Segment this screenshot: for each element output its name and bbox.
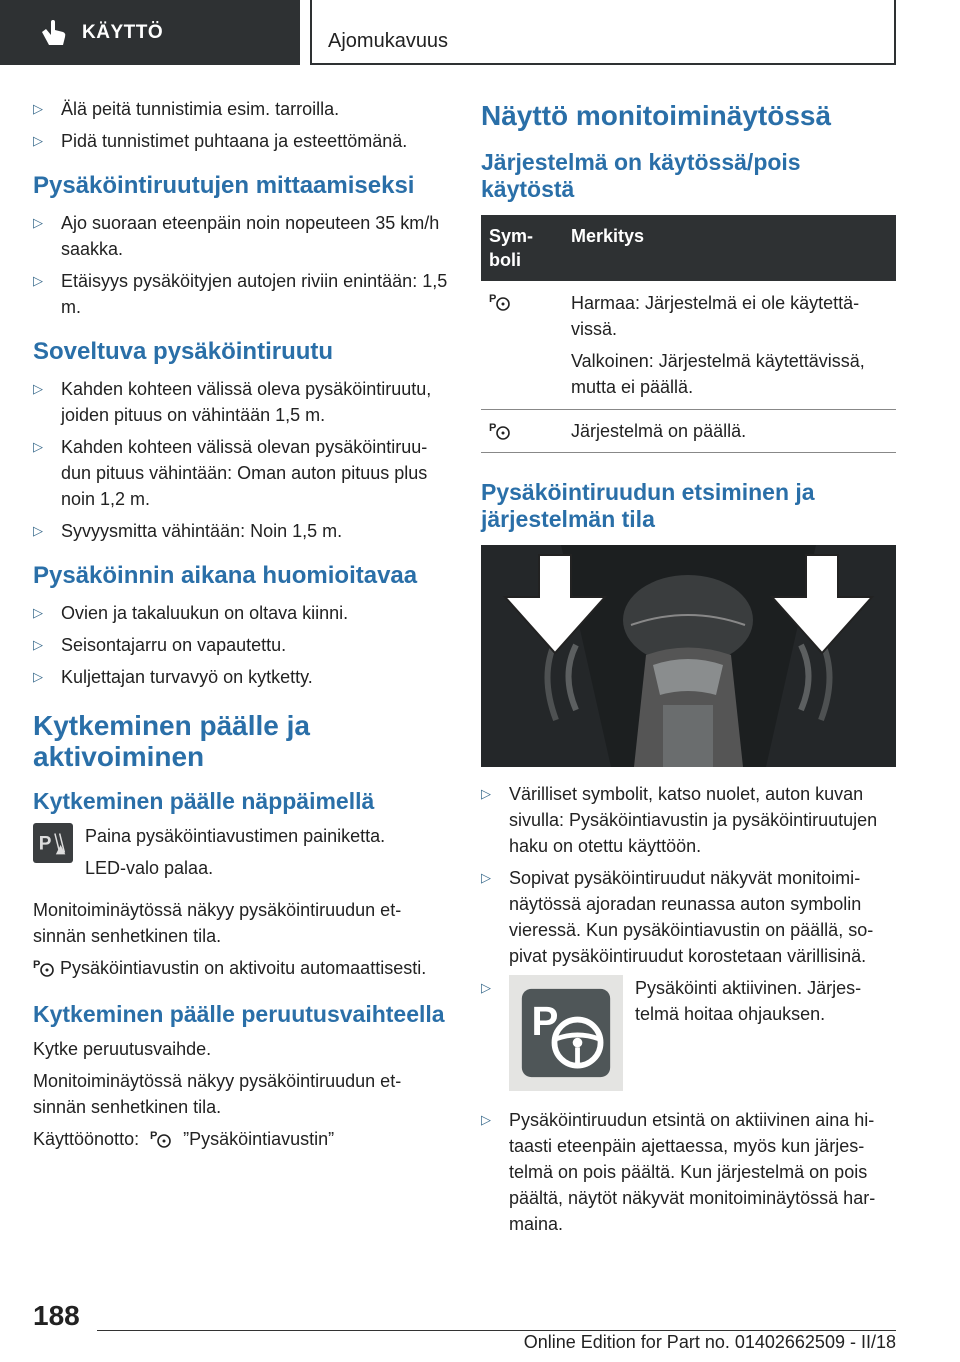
table-header-row xyxy=(481,215,896,281)
bullet-triangle-icon: ▷ xyxy=(33,381,43,396)
svg-text:P: P xyxy=(33,959,41,971)
svg-text:P: P xyxy=(531,997,559,1044)
bullet-triangle-icon: ▷ xyxy=(481,786,491,801)
heading-switch-on: Kytkeminen päälle ja aktivoiminen xyxy=(33,710,311,772)
heading-display: Näyttö monitoiminäytössä xyxy=(481,100,832,131)
parking-active-icon xyxy=(509,975,623,1091)
bullet-triangle-icon: ▷ xyxy=(33,637,43,652)
section-title: KÄYTTÖ xyxy=(82,21,164,43)
meaning-cell: Järjestelmä on päällä. xyxy=(563,410,896,453)
button-step-1: Paina pysäköintiavustimen painiketta. xyxy=(85,826,386,846)
list-item: ▷ Etäisyys pysäköityjen autojen riviin enintään: 1,5 m. xyxy=(33,268,448,320)
list-item: ▷ Syvyysmitta vähintään: Noin 1,5 m. xyxy=(33,518,448,544)
auto-activation: P Pysäköintiavustin on aktivoitu automaattisesti. xyxy=(33,958,427,978)
bullet-triangle-icon: ▷ xyxy=(481,980,491,995)
hand-icon xyxy=(38,18,68,48)
reverse-step: Kytke peruutusvaihde. xyxy=(33,1039,212,1059)
col-symbol: Symboli xyxy=(481,215,563,281)
table-row xyxy=(481,281,896,410)
meaning-white: Valkoinen: Järjestelmä käytettävissä, mutta ei päällä. xyxy=(571,351,865,397)
heading-button: Kytkeminen päälle näppäimellä xyxy=(33,788,375,814)
right-column xyxy=(481,100,896,1243)
list-item: ▷ Kuljettajan turvavyö on kytketty. xyxy=(33,664,448,690)
heading-suitable: Soveltuva pysäköintiruutu xyxy=(33,338,334,365)
button-instruction xyxy=(33,823,448,887)
parking-steering-icon xyxy=(489,419,511,441)
bullet-triangle-icon: ▷ xyxy=(33,101,43,116)
symbol-cell xyxy=(481,281,563,410)
parking-steering-icon xyxy=(33,956,55,978)
page-number: 188 xyxy=(33,1300,80,1331)
start-line: Käyttöönotto: P ”Pysäköintiavustin” xyxy=(33,1129,335,1149)
bullet-triangle-icon: ▷ xyxy=(33,605,43,620)
list-item: ▷ Älä peitä tunnistimia esim. tarroilla. xyxy=(33,96,448,122)
list-item: ▷ Ovien ja takaluukun on oltava kiinni. xyxy=(33,600,448,626)
parking-steering-icon xyxy=(489,290,511,312)
list-item: ▷ Ajo suoraan eteenpäin noin nopeuteen 35 km/h saakka. xyxy=(33,210,448,262)
footer-divider xyxy=(97,1330,896,1331)
bullet-triangle-icon: ▷ xyxy=(33,439,43,454)
list-item: ▷ Kahden kohteen välissä olevan pysäköintiruudun pituus vähintään: Oman auton pituus plus noin 1,2 m. xyxy=(33,434,448,512)
heading-search: Pysäköintiruudun etsiminen ja järjestelmän tila xyxy=(481,479,815,532)
left-column xyxy=(33,96,448,1158)
meaning-cell xyxy=(563,281,896,410)
bullet-triangle-icon: ▷ xyxy=(33,215,43,230)
svg-text:P: P xyxy=(38,833,52,855)
edition-text: Online Edition for Part no. 01402662509 - II/18 xyxy=(523,1332,896,1352)
bullet-triangle-icon: ▷ xyxy=(481,1112,491,1127)
monitor-text: Monitoiminäytössä näkyy pysäköintiruudun etsinnän senhetkinen tila. xyxy=(33,900,402,946)
list-item: ▷ Pidä tunnistimet puhtaana ja esteettömänä. xyxy=(33,128,448,154)
active-text: Pysäköinti aktiivinen. Järjestelmä hoitaa ohjauksen. xyxy=(635,978,862,1024)
table-row xyxy=(481,410,896,453)
svg-text:P: P xyxy=(489,422,497,434)
heading-measure: Pysäköintiruutujen mittaamiseksi xyxy=(33,172,415,199)
list-item: ▷ Pysäköintiruudun etsintä on aktiivinen aina hitaasti eteenpäin ajettaessa, myös kun järjestelmä on pois päältä. Kun järjestelmä on pois päältä, näytöt näkyvät monitoiminäytössä harmaina. xyxy=(481,1107,896,1237)
parking-assist-button-icon xyxy=(33,823,73,863)
bullet-triangle-icon: ▷ xyxy=(33,273,43,288)
list-item: ▷ Kahden kohteen välissä oleva pysäköintiruutu, joiden pituus on vähintään 1,5 m. xyxy=(33,376,448,428)
col-meaning: Merkitys xyxy=(563,215,896,281)
bullet-triangle-icon: ▷ xyxy=(33,669,43,684)
heading-during: Pysäköinnin aikana huomioitavaa xyxy=(33,562,418,589)
footer xyxy=(0,1290,960,1362)
bullet-triangle-icon: ▷ xyxy=(481,870,491,885)
list-item: ▷ Seisontajarru on vapautettu. xyxy=(33,632,448,658)
heading-system: Järjestelmä on käytössä/pois käytöstä xyxy=(481,149,801,202)
bullet-triangle-icon: ▷ xyxy=(33,523,43,538)
section-tab xyxy=(0,0,300,65)
chapter-title: Ajomukavuus xyxy=(328,30,449,52)
svg-text:P: P xyxy=(150,1130,158,1142)
heading-reverse: Kytkeminen päälle peruutusvaihteella xyxy=(33,1001,445,1027)
list-item: ▷ Värilliset symbolit, katso nuolet, auton kuvan sivulla: Pysäköintiavustin ja pysäköintiruutujen haku on otettu käyttöön. xyxy=(481,781,896,859)
symbol-table xyxy=(481,215,896,453)
meaning-grey: Harmaa: Järjestelmä ei ole käytettävissä. xyxy=(571,293,860,339)
reverse-monitor: Monitoiminäytössä näkyy pysäköintiruudun etsinnän senhetkinen tila. xyxy=(33,1071,402,1117)
parking-steering-icon xyxy=(150,1127,172,1149)
list-item: ▷ Sopivat pysäköintiruudut näkyvät monitoiminäytössä ajoradan reunassa auton symbolin vieressä. Kun pysäköintiavustin on päällä, sopivat pysäköintiruudut korostetaan värillisinä. xyxy=(481,865,896,969)
svg-text:P: P xyxy=(489,293,497,305)
symbol-cell xyxy=(481,410,563,453)
bullet-triangle-icon: ▷ xyxy=(33,133,43,148)
list-item xyxy=(481,975,896,1091)
button-step-2: LED-valo palaa. xyxy=(85,858,214,878)
chapter-tab xyxy=(310,0,896,65)
parking-display-image xyxy=(481,545,896,767)
